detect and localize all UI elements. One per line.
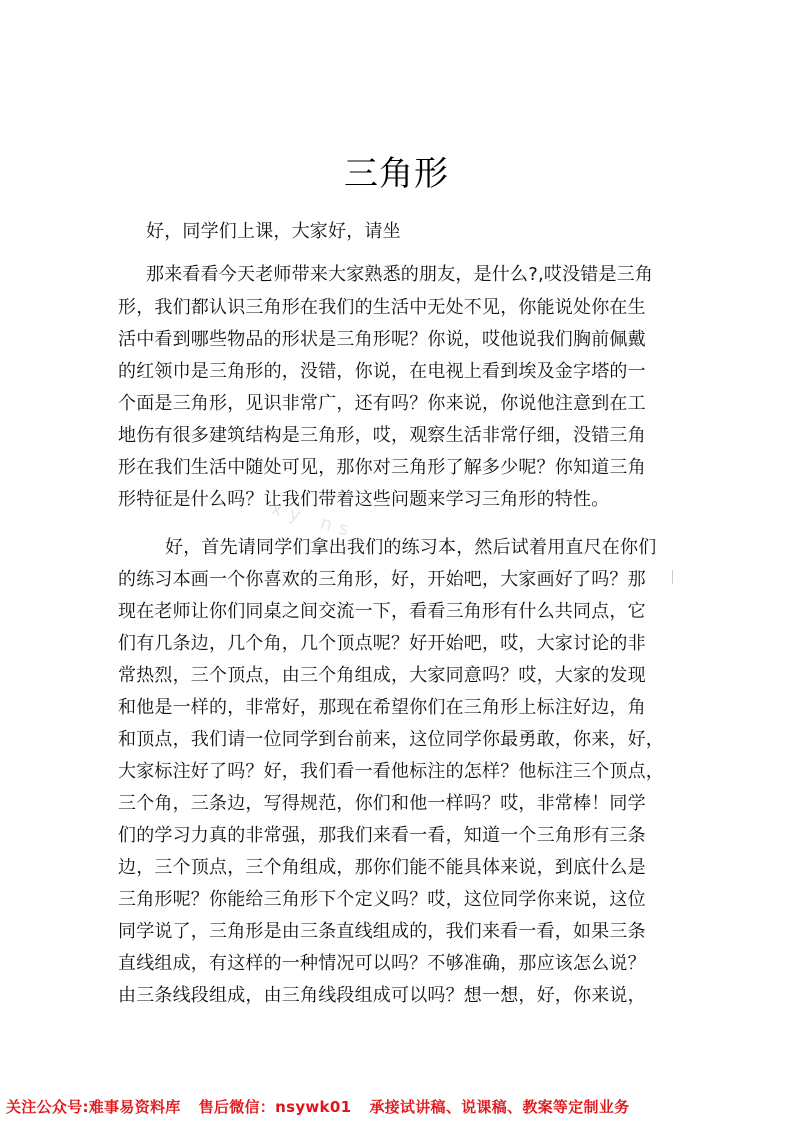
paragraph-line: 由三条线段组成，由三角线段组成可以吗？想一想，好，你来说， — [118, 985, 646, 1006]
paragraph-line: 们有几条边，几个角，几个顶点呢？好开始吧，哎，大家讨论的非 — [118, 633, 646, 654]
paragraph-line: 的练习本画一个你喜欢的三角形，好，开始吧，大家画好了吗？那 — [118, 569, 646, 590]
paragraph-line: 那来看看今天老师带来大家熟悉的朋友，是什么?,哎没错是三角 — [146, 264, 654, 285]
paragraph-line: 和他是一样的，非常好，那现在希望你们在三角形上标注好边，角 — [118, 697, 646, 718]
paragraph-line: 边，三个顶点，三个角组成，那你们能不能具体来说，到底什么是 — [118, 857, 646, 878]
footer-banner — [6, 1096, 791, 1117]
paragraph-line: 好，同学们上课，大家好，请坐 — [146, 221, 401, 242]
paragraph-line: 同学说了，三角形是由三条直线组成的，我们来看一看，如果三条 — [118, 921, 646, 942]
footer-wechat: 售后微信：nsywk01 — [198, 1098, 352, 1116]
footer-services: 承接试讲稿、说课稿、教案等定制业务 — [369, 1098, 630, 1116]
paragraph-line: 活中看到哪些物品的形状是三角形呢？你说，哎他说我们胸前佩戴 — [118, 329, 646, 350]
paragraph-line: 们的学习力真的非常强，那我们来看一看，知道一个三角形有三条 — [118, 825, 646, 846]
watermark: xy ns — [268, 498, 360, 543]
paragraph-line: 和顶点，我们请一位同学到台前来，这位同学你最勇敢，你来，好， — [118, 729, 664, 750]
paragraph-line: 常热烈，三个顶点，由三个角组成，大家同意吗？哎，大家的发现 — [118, 665, 646, 686]
paragraph-line: 直线组成，有这样的一种情况可以吗？不够准确，那应该怎么说？ — [118, 953, 646, 974]
footer-account: 关注公众号:难事易资料库 — [6, 1098, 181, 1116]
paragraph-line: 大家标注好了吗？好，我们看一看他标注的怎样？他标注三个顶点， — [118, 761, 664, 782]
paragraph-line: 现在老师让你们同桌之间交流一下，看看三角形有什么共同点，它 — [118, 601, 646, 622]
paragraph-line: 形特征是什么吗？让我们带着这些问题来学习三角形的特性。 — [118, 489, 610, 510]
paragraph-line: 三个角，三条边，写得规范，你们和他一样吗？哎，非常棒！同学 — [118, 793, 646, 814]
paragraph-line: 形在我们生活中随处可见，那你对三角形了解多少呢？你知道三角 — [118, 457, 646, 478]
paragraph-line: 三角形呢？你能给三角形下个定义吗？哎，这位同学你来说，这位 — [118, 889, 646, 910]
paragraph-line: 好，首先请同学们拿出我们的练习本，然后试着用直尺在你们 — [165, 537, 657, 558]
paragraph-line: 形，我们都认识三角形在我们的生活中无处不见，你能说处你在生 — [118, 297, 646, 318]
page-title: 三角形 — [344, 154, 449, 194]
paragraph-line: 的红领巾是三角形的，没错，你说，在电视上看到埃及金字塔的一 — [118, 361, 646, 382]
paragraph-line: 个面是三角形，见识非常广，还有吗？你来说，你说他注意到在工 — [118, 393, 646, 414]
paragraph-line: 地伤有很多建筑结构是三角形，哎，观察生活非常仔细，没错三角 — [118, 425, 646, 446]
